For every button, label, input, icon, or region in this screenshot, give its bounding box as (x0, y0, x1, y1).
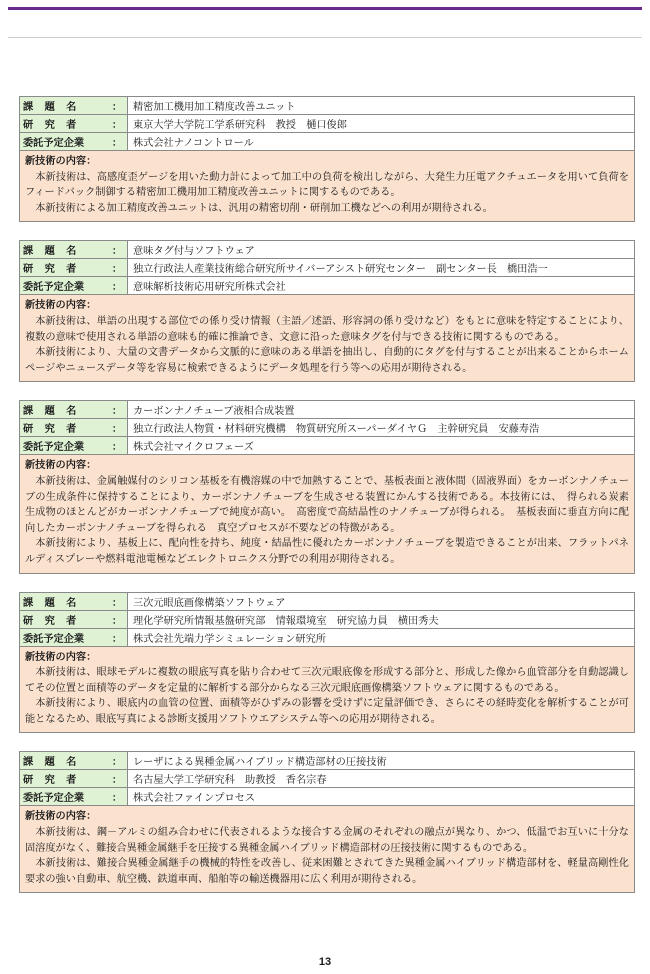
colon: ： (107, 437, 128, 454)
company-label: 委託予定企業 (20, 629, 107, 646)
page-number: 13 (318, 956, 332, 968)
researcher-row (20, 770, 634, 788)
technology-list (19, 96, 633, 911)
tech-content (20, 806, 634, 892)
content-heading: 新技術の内容： (25, 651, 97, 663)
researcher-value: 名古屋大学工学研究科 助教授 香名宗春 (128, 770, 634, 787)
content-paragraph: 本新技術により、大量の文書データから文脈的に意味のある単語を抽出し、自動的にタグを付与することが出来ることからホームページやニュースデータ等を容易に検索できるようにデータ処理を行う等への応用が期待される。 (25, 347, 629, 374)
title-row (20, 97, 634, 115)
content-paragraph: 本新技術は、金属触媒付のシリコン基板を有機溶媒の中で加熱することで、基板表面と液体間（固液界面）をカーボンナノチューブの生成条件に保持することにより、カーボンナノチューブを生成させる装置にかんする技術である。本技術には、 得られる炭素生成物のほとんどがカーボンナノチューブで純度が高い。 高密度で高結晶性のナノチューブが得られる。 基板表面に垂直方向に配向したカーボンナノチューブを得られる 真空プロセスが不要などの特徴がある。 (25, 475, 629, 534)
colon: ： (107, 97, 128, 114)
title-row (20, 401, 634, 419)
title-label: 課 題 名 (20, 401, 107, 418)
tech-card-1 (19, 96, 635, 222)
researcher-row (20, 419, 634, 437)
tech-card-2 (19, 240, 635, 382)
researcher-value: 独立行政法人産業技術総合研究所サイバーアシスト研究センター 副センター長 橋田浩一 (128, 259, 634, 276)
title-value: レーザによる異種金属ハイブリッド構造部材の圧接技術 (128, 752, 634, 769)
company-value: 株式会社ファインプロセス (128, 788, 634, 805)
colon: ： (107, 593, 128, 610)
title-label: 課 題 名 (20, 593, 107, 610)
title-value: 精密加工機用加工精度改善ユニット (128, 97, 634, 114)
company-value: 意味解析技術応用研究所株式会社 (128, 277, 634, 294)
researcher-value: 東京大学大学院工学系研究科 教授 樋口俊郎 (128, 115, 634, 132)
title-row (20, 752, 634, 770)
researcher-label: 研 究 者 (20, 115, 107, 132)
colon: ： (107, 401, 128, 418)
researcher-row (20, 259, 634, 277)
content-paragraph: 本新技術は、眼球モデルに複数の眼底写真を貼り合わせて三次元眼底像を形成する部分と、形成した像から血管部分を自動認識してその位置と面積等のデータを定量的に解析する部分からなる三次元眼底画像構築ソフトウェアに関するものである。 (25, 667, 629, 694)
tech-card-3 (19, 400, 635, 573)
company-row (20, 277, 634, 295)
company-row (20, 788, 634, 806)
company-row (20, 133, 634, 151)
title-label: 課 題 名 (20, 241, 107, 258)
title-label: 課 題 名 (20, 752, 107, 769)
content-heading: 新技術の内容： (25, 300, 97, 312)
content-heading: 新技術の内容： (25, 156, 97, 167)
colon: ： (107, 133, 128, 150)
tech-content (20, 647, 634, 733)
header-divider (8, 37, 642, 38)
company-label: 委託予定企業 (20, 788, 107, 805)
company-label: 委託予定企業 (20, 277, 107, 294)
colon: ： (107, 611, 128, 628)
company-value: 株式会社ナノコントロール (128, 133, 634, 150)
colon: ： (107, 419, 128, 436)
researcher-label: 研 究 者 (20, 419, 107, 436)
colon: ： (107, 115, 128, 132)
tech-content (20, 151, 634, 221)
content-paragraph: 本新技術は、単語の出現する部位での係り受け情報（主語／述語、形容詞の係り受けなど）をもとに意味を特定することにより、複数の意味で使用される単語の意味も的確に推論でき、文意に沿った意味タグを付与できる技術に関するものである。 (25, 315, 629, 343)
title-value: 意味タグ付与ソフトウェア (128, 241, 634, 258)
title-row (20, 593, 634, 611)
company-row (20, 629, 634, 647)
researcher-label: 研 究 者 (20, 770, 107, 787)
colon: ： (107, 629, 128, 646)
researcher-label: 研 究 者 (20, 259, 107, 276)
colon: ： (107, 770, 128, 787)
content-heading: 新技術の内容： (25, 811, 97, 823)
company-value: 株式会社先端力学シミュレーション研究所 (128, 629, 634, 646)
title-row (20, 241, 634, 259)
tech-content (20, 295, 634, 381)
title-value: カーボンナノチューブ液相合成装置 (128, 401, 634, 418)
company-value: 株式会社マイクロフェーズ (128, 437, 634, 454)
tech-card-4 (19, 592, 635, 734)
content-paragraph: 本新技術は、高感度歪ゲージを用いた動力計によって加工中の負荷を検出しながら、大発生力圧電アクチュエータを用いて負荷をフィードバック制御する精密加工機用加工精度改善ユニットに関するものである。 (25, 171, 629, 199)
company-label: 委託予定企業 (20, 133, 107, 150)
header-accent-bar (8, 7, 642, 10)
researcher-row (20, 611, 634, 629)
colon: ： (107, 752, 128, 769)
tech-content (20, 455, 634, 572)
colon: ： (107, 277, 128, 294)
content-paragraph: 本新技術は、鋼－アルミの組み合わせに代表されるような接合する金属のそれぞれの融点が異なり、かつ、低温でお互いに十分な固溶度がなく、難接合異種金属継手を圧接する異種金属ハイブリッド構造部材の圧接技術に関するものである。 (25, 827, 629, 854)
title-label: 課 題 名 (20, 97, 107, 114)
content-paragraph: 本新技術による加工精度改善ユニットは、汎用の精密切削・研削加工機などへの利用が期待される。 (35, 202, 493, 214)
researcher-value: 理化学研究所情報基盤研究部 情報環境室 研究協力員 横田秀夫 (128, 611, 634, 628)
colon: ： (107, 788, 128, 805)
title-value: 三次元眼底画像構築ソフトウェア (128, 593, 634, 610)
company-row (20, 437, 634, 455)
content-paragraph: 本新技術により、基板上に、配向性を持ち、純度・結晶性に優れたカーボンナノチューブを製造できることが出来、フラットパネルディスプレーや燃料電池電極などエレクトロニクス分野での利用が期待される。 (25, 538, 629, 565)
company-label: 委託予定企業 (20, 437, 107, 454)
colon: ： (107, 241, 128, 258)
content-paragraph: 本新技術により、眼底内の血管の位置、面積等がひずみの影響を受けずに定量評価でき、さらにその経時変化を解析することが可能となるため、眼底写真による診断支援用ソフトウエアシステム等への応用が期待される。 (25, 698, 629, 725)
content-paragraph: 本新技術は、難接合異種金属継手の機械的特性を改善し、従来困難とされてきた異種金属ハイブリッド構造部材を、軽量高剛性化要求の強い自動車、航空機、鉄道車両、船舶等の輸送機器用に広く利用が期待される。 (25, 858, 629, 885)
colon: ： (107, 259, 128, 276)
tech-card-5 (19, 751, 635, 893)
content-heading: 新技術の内容： (25, 460, 97, 472)
researcher-value: 独立行政法人物質・材料研究機構 物質研究所スーパーダイヤＧ 主幹研究員 安藤寿浩 (128, 419, 634, 436)
researcher-label: 研 究 者 (20, 611, 107, 628)
researcher-row (20, 115, 634, 133)
